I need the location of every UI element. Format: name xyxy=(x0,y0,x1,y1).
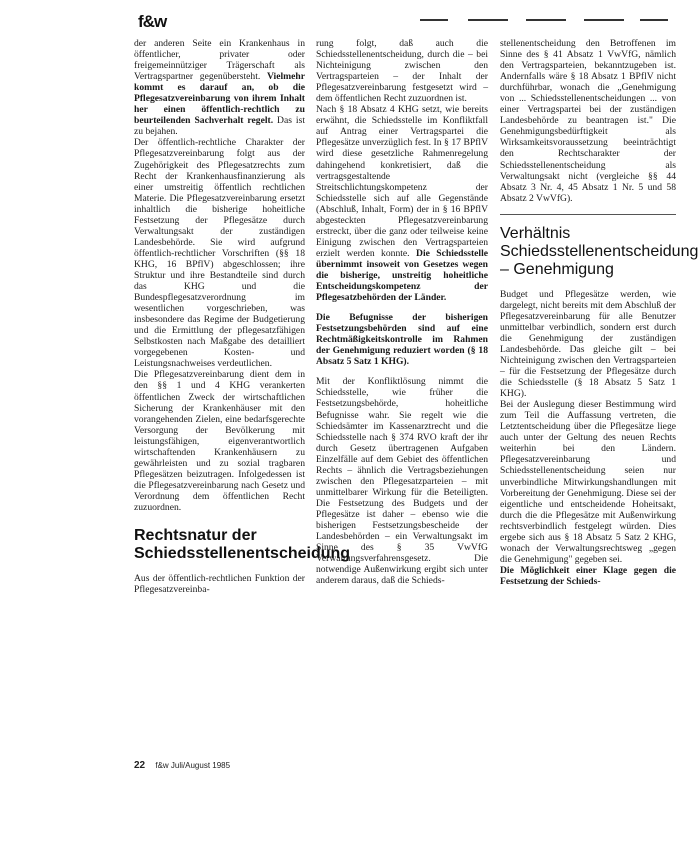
paragraph: Nach § 18 Absatz 4 KHG setzt, wie bereits erwähnt, die Schiedsstelle im Konfliktfall auf Antrag einer Vertragspartei die Pflegesätze unverzüglich fest. In § 17 BPflV wird diese gesetzliche Rahmenregelung dahingehend konkretisiert, daß die vertragsgestaltende Streitschlichtungskompetenz der Schiedsstelle sich auf alle Gegenstände (Abschluß, Inhalt, Form) der in § 16 BPflV abgesteckten Pflegesatzvereinbarung erstreckt, über die ganz oder teilweise keine Einigung zwischen den Vertragsparteien erzielt werden konnte. Die Schiedsstelle übernimmt insoweit von Gesetzes wegen die bisherige, unstreitig hoheitliche Entscheidungskompetenz der Pflegesatzbehörden der Länder. xyxy=(316,104,488,304)
page-number: 22 xyxy=(134,760,146,771)
paragraph: stellenentscheidung den Betroffenen im Sinne des § 41 Absatz 1 VwVfG, nämlich den Vertragsparteien, bekanntzugeben ist. Andernfalls wäre § 18 Absatz 1 BPflV nicht durchführbar, wonach die „Genehmigung von ... Schiedsstellenentscheidungen ... von einer Vertragspartei bei der zuständigen Landesbehörde zu beantragen ist." Die Genehmigungsbedürftigkeit als Wirksamkeitsvoraussetzung beeinträchtigt den Rechtscharakter der Schiedsstellenentscheidung als Verwaltungsakt nicht (vergleiche §§ 44 Absatz 3 Nr. 4, 45 Absatz 1 Nr. 5 und 58 Absatz 2 VwVfG). xyxy=(500,38,676,204)
journal-logo: f&w xyxy=(138,12,167,31)
bold-paragraph: Die Möglichkeit einer Klage gegen die Festsetzung der Schieds- xyxy=(500,564,676,587)
section-heading: Rechtsnatur der Schiedsstellenentscheidung xyxy=(134,527,351,563)
header-rule xyxy=(640,19,668,21)
paragraph: Budget und Pflegesätze werden, wie dargelegt, nicht bereits mit dem Abschluß der Pflegesatzvereinbarung für alle Benutzer unmittelbar verbindlich, sondern erst durch die Genehmigung der zuständigen Landesbehörde. Das gleiche gilt – bei Nichteinigung zwischen den Vertragsparteien – für die Festsetzung der Pflegesätze durch die Schiedsstelle (§ 18 Absatz 5 Satz 1 KHG). xyxy=(500,288,676,400)
paragraph: Die Pflegesatzvereinbarung dient dem in den §§ 1 und 4 KHG verankerten öffentlichen Zweck der wirtschaftlichen Sicherung der Krankenhäuser mit den vorangehenden Zielen, eine bedarfsgerechte Versorgung der Bevölkerung mit leistungsfähigen, eigenverantwortlich wirtschaftenden Krankenhäusern zu gewährleisten und zu sozial tragbaren Pflegesätzen beizutragen. Infolgedessen ist die Pflegesatzvereinbarung nach Gesetz und Verordnung dem öffentlichen Recht zuzuordnen. xyxy=(134,369,305,513)
header-rule xyxy=(526,19,566,21)
text-column-2 xyxy=(316,38,488,756)
text-column-3 xyxy=(500,38,698,756)
paragraph: der anderen Seite ein Krankenhaus in öffentlicher, privater oder freigemeinnütziger Trägerschaft als Vertragspartner gegenübersteht. Vielmehr kommt es darauf an, ob die Pflegesatzvereinbarung von ihrem Inhalt her einen öffentlich-rechtlich zu beurteilenden Sachverhalt regelt. Das ist zu bejahen. xyxy=(134,38,305,138)
text-column-1 xyxy=(134,38,351,758)
section-divider xyxy=(500,214,676,215)
paragraph: Bei der Auslegung dieser Bestimmung wird zum Teil die Auffassung vertreten, die Letztentscheidung über die Pflegesätze liege auch unter der Geltung des neuen Rechts weiterhin bei den Ländern. Pflegesatzvereinbarung und Schiedsstellenentscheidung seien nur unverbindliche Mitwirkungshandlungen mit Vorbereitung der Genehmigung. Diese sei der eigentliche und entscheidende Hoheitsakt, durch die die Pflegesätze mit Außenwirkung rechtsverbindlich festgelegt würden. Dies ergebe sich aus § 18 Absatz 5 Satz 2 KHG, wonach der Verwaltungsrechtsweg „gegen die Genehmigung" gegeben sei. xyxy=(500,399,676,565)
bold-statement: Vielmehr kommt es darauf an, ob die Pflegesatzvereinbarung von ihrem Inhalt her einen öffentlich-rechtlich zu beurteilenden Sachverhalt regelt. xyxy=(134,71,305,127)
bold-statement: Die Schiedsstelle übernimmt insoweit von Gesetzes wegen die bisherige, unstreitig hoheitliche Entscheidungskompetenz der Pflegesatzbehörden der Länder. xyxy=(316,247,488,304)
paragraph: Aus der öffentlich-rechtlichen Funktion der Pflegesatzvereinba- xyxy=(134,573,305,596)
header-rule xyxy=(584,19,624,21)
page-footer xyxy=(134,760,230,771)
paragraph: Der öffentlich-rechtliche Charakter der Pflegesatzvereinbarung folgt aus der Zugehörigkeit des Pflegesatzrechts zum Recht der Krankenhausfinanzierung als einer umstreitig öffentlich rechtlichen Materie. Die Pflegesatzvereinbarung ersetzt inhaltlich die bisherige hoheitliche Festsetzung der Pflegesätze durch Verwaltungsakt der zuständigen Landesbehörde. Sie wird aufgrund öffentlich-rechtlicher Vorschriften (§§ 18 KHG, 16 BPflV) abgeschlossen; ihre Struktur und ihre Bestandteile sind durch das KHG und die Bundespflegesatzverordnung im wesentlichen vorgeschrieben, was insbesondere das Regime der Budgetierung und die Ermittlung der pflegesatzfähigen Selbstkosten nach Maßgabe des detailliert vorgegebenen Kosten- und Leistungsnachweises verdeutlichen. xyxy=(134,137,305,370)
paragraph: rung folgt, daß auch die Schiedsstellenentscheidung, durch die – bei Nichteinigung zwischen den Vertragsparteien – der Inhalt der Pflegesatzvereinbarung festgesetzt wird – dem öffentlichen Recht zuzuordnen ist. xyxy=(316,38,488,105)
bold-paragraph: Die Befugnisse der bisherigen Festsetzungsbehörden sind auf eine Rechtmäßigkeitskontrolle im Rahmen der Genehmigung reduziert worden (§ 18 Absatz 5 Satz 1 KHG). xyxy=(316,312,488,368)
paragraph: Mit der Konfliktlösung nimmt die Schiedsstelle, wie früher die Festsetzungsbehörde, hoheitliche Befugnisse wahr. Sie regelt wie die Schiedsämter im Kassenarztrecht und die Schiedsstelle nach § 374 RVO kraft der ihr durch Gesetz übertragenen Aufgaben Einzelfälle auf dem Gebiet des öffentlichen Rechts – ähnlich die Vertragsbeziehungen zwischen den Pflegesatzparteien – mit unmittelbarer Wirkung für die Beteiligten. Die Festsetzung des Budgets und der Pflegesätze ist daher – ebenso wie die bisherigen Festsetzungsbescheide der Landesbehörden – ein Verwaltungsakt im Sinne des § 35 VwVfG Verwaltungsverfahrensgesetz. Die notwendige Außenwirkung ergibt sich unter anderem daraus, daß die Schieds- xyxy=(316,376,488,587)
issue-label: f&w Juli/August 1985 xyxy=(155,761,231,770)
section-heading: Verhältnis Schiedsstellenentscheidung – Genehmigung xyxy=(500,224,698,278)
header-rule xyxy=(420,19,448,21)
header-rule xyxy=(468,19,508,21)
